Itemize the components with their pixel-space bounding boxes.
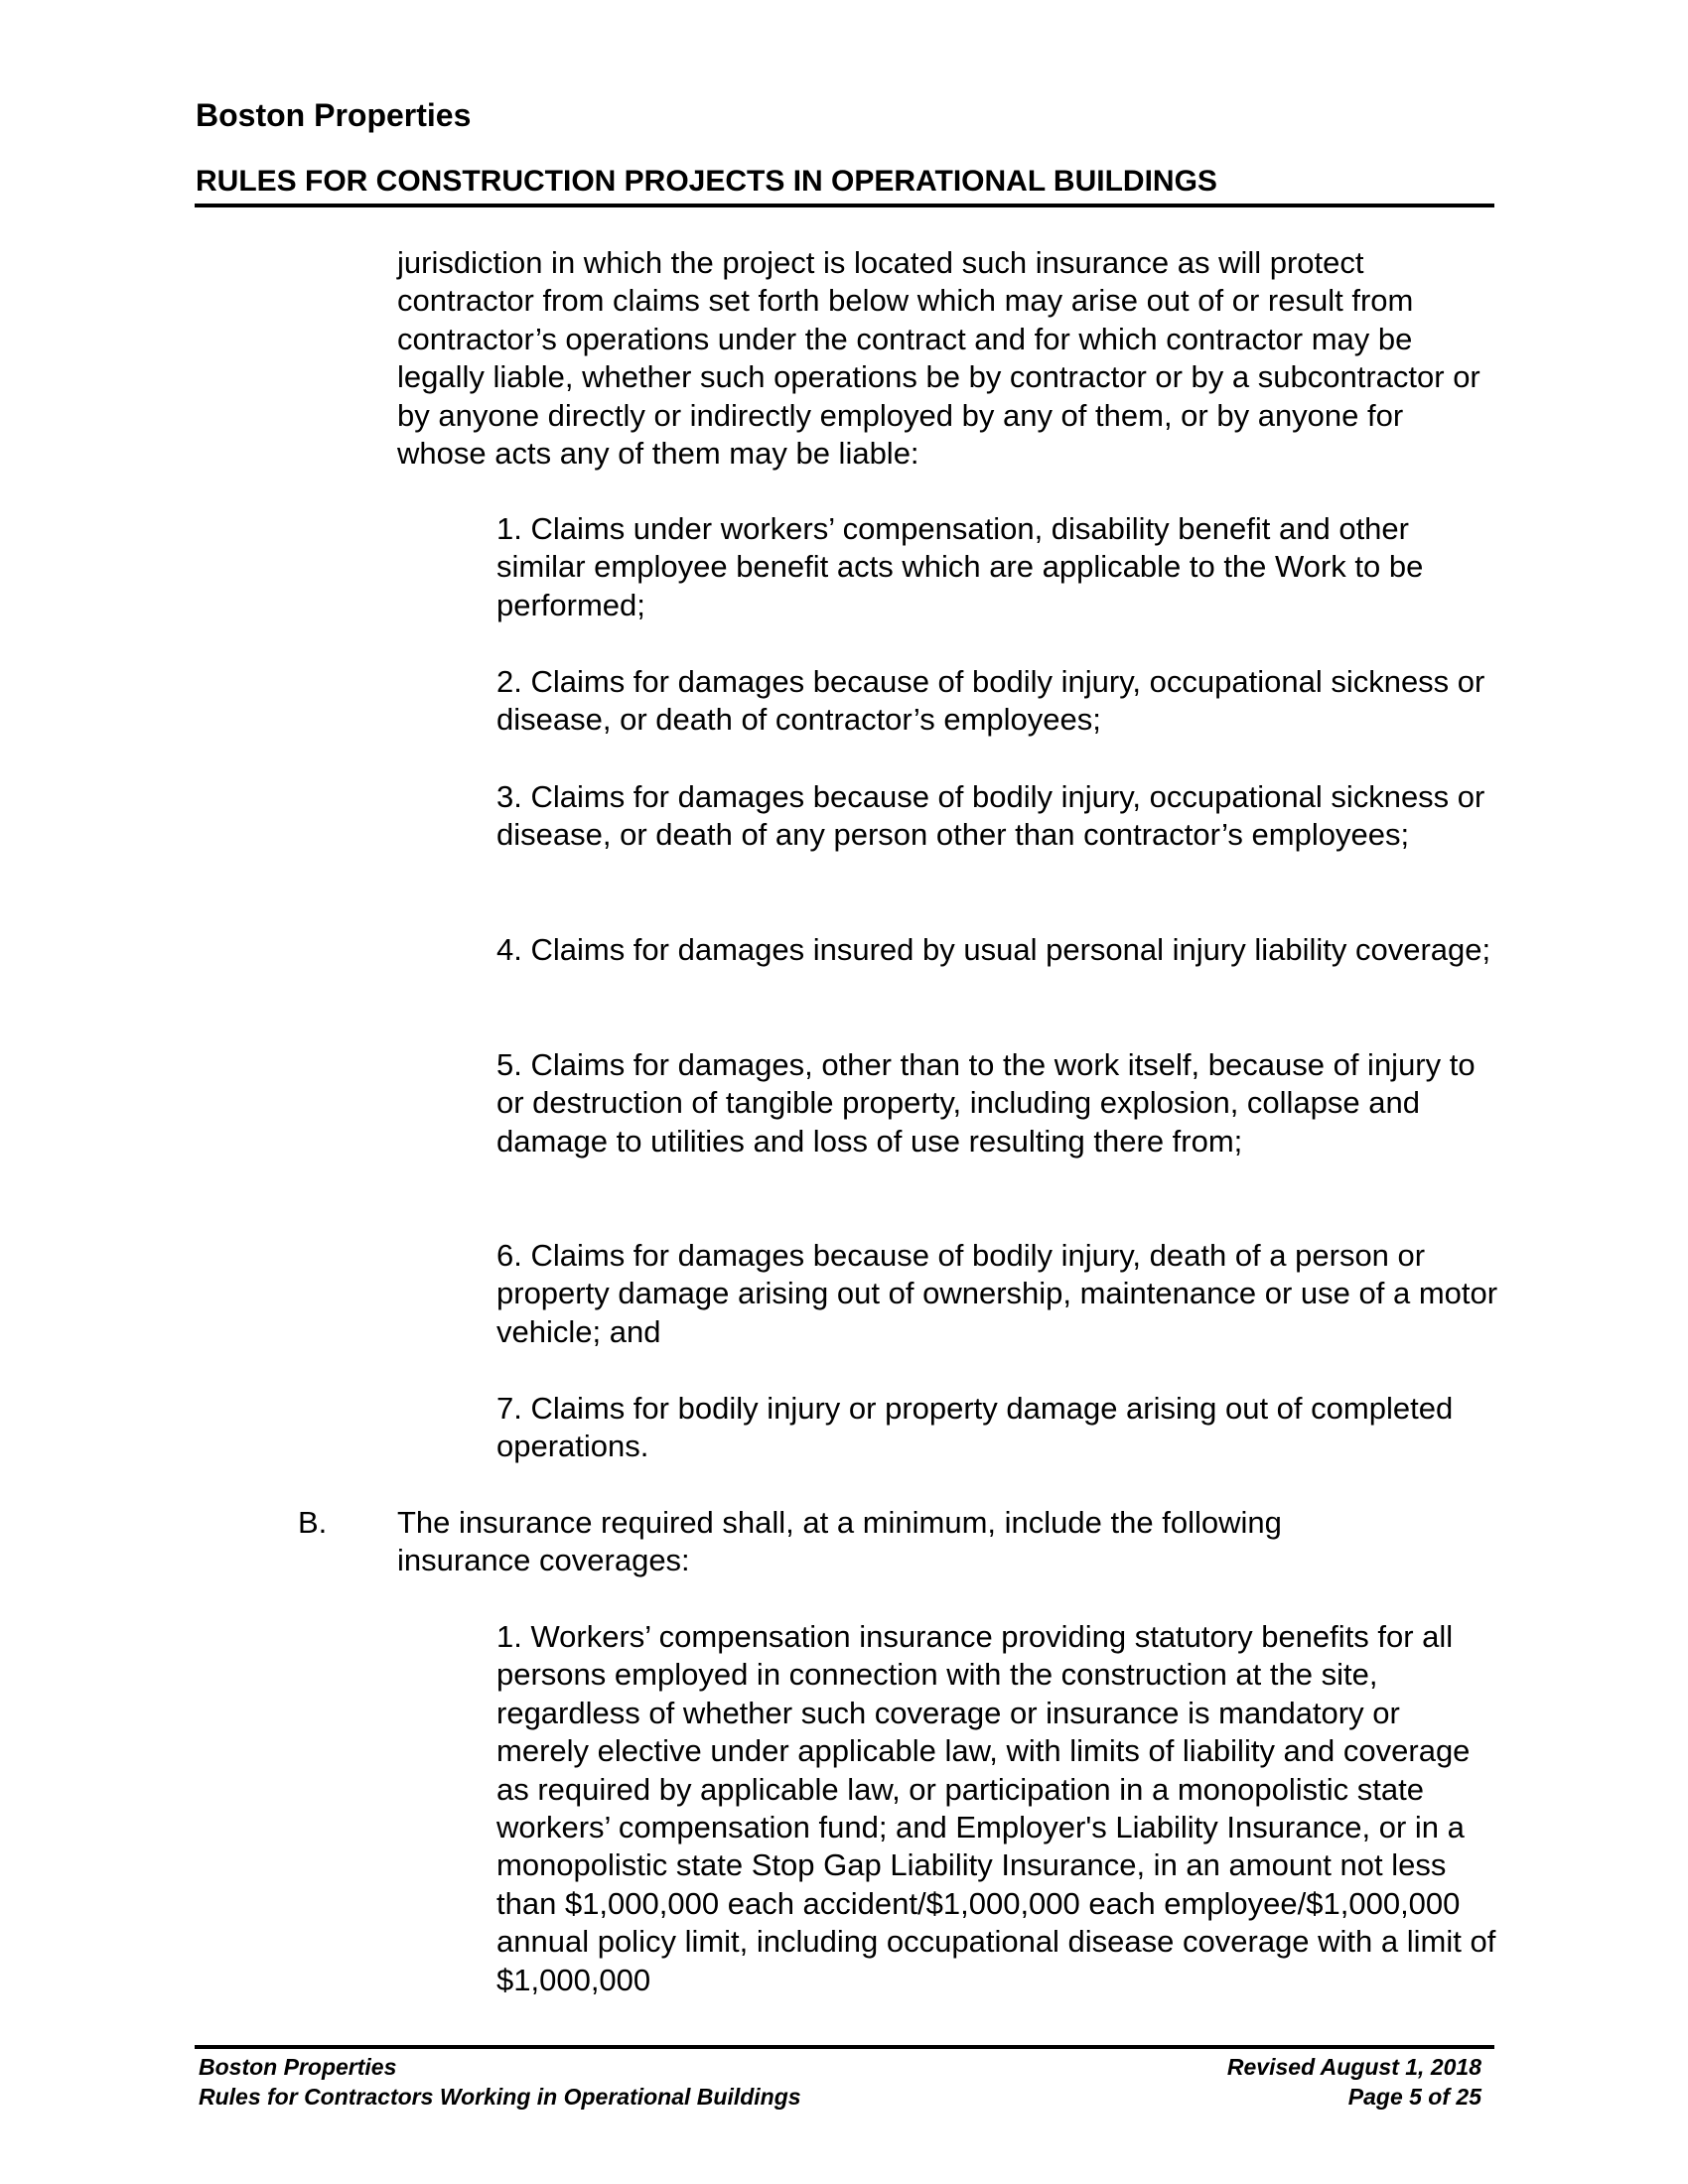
document-title: RULES FOR CONSTRUCTION PROJECTS IN OPERATIONAL BUILDINGS — [196, 165, 1217, 198]
claim-item-3: 3. Claims for damages because of bodily injury, occupational sickness or disease, or death of any person other than contractor’s employees; — [496, 779, 1485, 853]
footer-company: Boston Properties — [199, 2054, 397, 2080]
section-b-text: The insurance required shall, at a minimum, include the following insurance coverages: — [397, 1505, 1282, 1578]
footer-page-number: Page 5 of 25 — [1347, 2084, 1481, 2110]
footer-revision-date: Revised August 1, 2018 — [1226, 2054, 1481, 2080]
company-name: Boston Properties — [196, 97, 472, 133]
header-divider — [195, 204, 1494, 207]
footer-document-name: Rules for Contractors Working in Operational Buildings — [199, 2084, 801, 2110]
claim-item-7: 7. Claims for bodily injury or property damage arising out of completed operations. — [496, 1391, 1454, 1464]
claim-item-5: 5. Claims for damages, other than to the work itself, because of injury to or destruction of tangible property, including explosion, collapse and damage to utilities and loss of use resulting there from; — [496, 1047, 1476, 1159]
claim-item-2: 2. Claims for damages because of bodily injury, occupational sickness or disease, or death of contractor’s employees; — [496, 664, 1485, 738]
footer-divider — [195, 2045, 1494, 2049]
claim-item-1: 1. Claims under workers’ compensation, disability benefit and other similar employee benefit acts which are applicable to the Work to be performed; — [496, 511, 1424, 622]
claim-item-4: 4. Claims for damages insured by usual personal injury liability coverage; — [496, 932, 1491, 967]
section-b-letter: B. — [298, 1505, 328, 1540]
intro-paragraph: jurisdiction in which the project is located such insurance as will protect contractor from claims set forth below which may arise out of or result from contractor’s operations under the contract and for which contractor may be legally liable, whether such operations be by contractor or by a subcontractor or by anyone directly or indirectly employed by any of them, or by anyone for whose acts any of them may be liable: — [397, 245, 1480, 472]
claim-item-6: 6. Claims for damages because of bodily injury, death of a person or property damage arising out of ownership, maintenance or use of a motor vehicle; and — [496, 1238, 1498, 1349]
coverage-item-1: 1. Workers’ compensation insurance providing statutory benefits for all persons employed in connection with the construction at the site, regardless of whether such coverage or insurance is mandatory or merely elective under applicable law, with limits of liability and coverage as required by applicable law, or participation in a monopolistic state workers’ compensation fund; and Employer's Liability Insurance, or in a monopolistic state Stop Gap Liability Insurance, in an amount not less than $1,000,000 each accident/$1,000,000 each employee/$1,000,000 annual policy limit, including occupational disease coverage with a limit of $1,000,000 — [496, 1619, 1496, 1997]
